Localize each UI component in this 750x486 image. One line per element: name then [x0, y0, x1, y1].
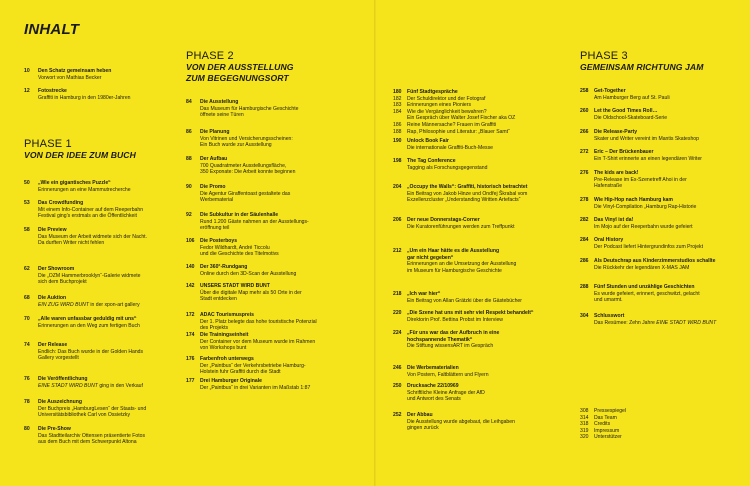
phase-3-heading [580, 50, 703, 73]
page-number: 318 [580, 421, 589, 428]
entry-title: Der Abbau [407, 412, 433, 418]
entry-title-cont: hochspannende Thematik“ [407, 336, 473, 343]
entry-title: Die Release-Party [594, 129, 638, 135]
entry-description: Der 1. Platz belegte das hohe touristische Potenzial [200, 318, 317, 325]
page-number: 177 [186, 378, 195, 384]
phase-3-label: PHASE 3 [580, 50, 628, 62]
page-number: 266 [580, 129, 589, 135]
page-title: INHALT [24, 21, 80, 38]
entry-description: Ein T-Shirt erinnerte an einen legendären Writer [594, 155, 702, 162]
entry-title: „Die Szene hat uns mit sehr viel Respekt behandelt“ [407, 310, 534, 316]
entry-description: 350 Exponate: Die Arbeit konnte beginnen [200, 169, 296, 176]
entry-title: Die Auktion [38, 295, 67, 301]
line-title: Pressespiegel [594, 408, 626, 414]
page-number: 272 [580, 149, 589, 155]
entry-title: Farbenfroh unterwegs [200, 356, 254, 362]
page-number: 252 [393, 412, 402, 418]
line-title: Wie die Vergänglichkeit bewahren? [407, 108, 487, 115]
page-number: 260 [580, 108, 589, 114]
entry-title: Der Release [38, 342, 68, 348]
entry-description: Ein Buch wurde zur Ausstellung [200, 142, 272, 149]
entry-description: Über die digitale Map mehr als 50 Orte in der [200, 289, 302, 296]
page-number: 182 [393, 95, 402, 102]
entry-title: Die Promo [200, 184, 226, 190]
phase-1-heading [24, 138, 136, 161]
page-number: 84 [186, 99, 192, 105]
entry-description: Die „OZM Hammerbrooklyn“-Galerie widmete [38, 272, 141, 279]
page-number: 288 [580, 284, 589, 290]
entry-description: Skater und Writer vereint im Mantis Skateshop [594, 135, 699, 142]
page-number: 58 [24, 227, 30, 233]
entry-title: ADAC Tourismuspreis [200, 312, 254, 318]
entry-title: Get-Together [594, 88, 626, 94]
entry-title: „Occupy the Walls“: Graffiti, historisch betrachtet [407, 184, 528, 190]
entry-description: gingen zurück [407, 425, 439, 432]
page-number: 320 [580, 434, 589, 441]
entry-description: Werbematerial [200, 197, 234, 204]
line-title: Unterstützer [594, 434, 622, 441]
entry-description: aus dem Buch mit dem Schwerpunkt Altona [38, 439, 137, 446]
line-title: Impressum [594, 427, 620, 434]
entry-title: Das Vinyl ist da! [594, 217, 634, 223]
entry-title: Drei Hamburger Originale [200, 378, 262, 384]
entry-description: Am Hamburger Berg auf St. Pauli [594, 94, 670, 101]
entry-description: Da durften Writer nicht fehlen [38, 240, 105, 247]
entry-description: Exzellenzcluster „Understanding Written Artefacts“ [407, 197, 521, 204]
entry-title: Unlock Book Fair [407, 138, 449, 144]
line-title: Das Team [594, 414, 617, 421]
entry-title: Der neue Donnerstags-Corner [407, 217, 480, 223]
entry-description: Das Museum der Arbeit widmete sich der Nacht. [38, 233, 147, 240]
entry-title: Wie Hip-Hop nach Hamburg kam [594, 197, 673, 203]
entry-description: des Projekts [200, 325, 229, 332]
page-number: 258 [580, 88, 589, 94]
page-number: 106 [186, 238, 195, 244]
entry-description: eröffnung teil [200, 225, 230, 232]
entry-description: Vorwort von Mathias Becker [38, 74, 102, 81]
entry-title: Die Posterboys [200, 238, 238, 244]
line-title: Rap, Philosophie und Literatur: „Blauer Samt“ [407, 128, 510, 135]
entry-description: im Museum für Hamburgische Geschichte [407, 267, 502, 274]
page-number: 188 [393, 128, 402, 135]
page-number: 198 [393, 158, 402, 164]
entry-description: Erinnerungen an eine Mammutrecherche [38, 186, 131, 193]
page-number: 142 [186, 283, 195, 289]
entry-title: UNSERE STADT WIRD BUNT [200, 283, 270, 289]
page-number: 80 [24, 426, 30, 432]
page-number: 78 [24, 399, 30, 405]
page-number: 180 [393, 89, 402, 95]
page-number: 314 [580, 414, 589, 421]
line-title: Credits [594, 421, 611, 428]
page-number: 68 [24, 295, 30, 301]
entry-description: Der Container vor dem Museum wurde im Rahmen [200, 338, 316, 345]
entry-description: Endlich: Das Buch wurde in der Golden Hands [38, 348, 144, 355]
entry-description: Die Vinyl-Compilation „Hamburg Rap-Historie [594, 203, 697, 210]
entry-description: EINE STADT WIRD BUNT ging in den Verkauf [38, 382, 143, 389]
line-title: Ein Gespräch über Walter Josef Fischer aka OZ [407, 115, 516, 122]
page-number: 174 [186, 332, 195, 338]
page-number: 212 [393, 248, 402, 254]
page-number: 92 [186, 212, 192, 218]
entry-description: Fedor Wildhardt, André Ticcolu [200, 244, 270, 251]
entry-description: Die internationale Graffiti-Buch-Messe [407, 144, 493, 151]
entry-description: Graffiti in Hamburg in den 1980er-Jahren [38, 94, 131, 101]
entry-description: von Workshops bunt [200, 345, 247, 352]
entry-description: Ein Beitrag von Allan Grätzki über die Gästebücher [407, 297, 522, 304]
entry-description: sich dem Buchprojekt [38, 279, 87, 286]
entry-description: Festival ging’s erstmals an die Öffentlichkeit [38, 213, 137, 220]
entry-title: Das Crowdfunding [38, 200, 84, 206]
page-number: 86 [186, 129, 192, 135]
phase-2-heading [186, 50, 294, 84]
entry-description: und die Geschichte des Titelmotivs [200, 251, 279, 258]
entry-title: Die Trainingseinheit [200, 332, 249, 338]
entry-description: Online durch den 3D-Scan der Ausstellung [200, 270, 297, 277]
entry-description: Erinnerungen an den Weg zum fertigen Buch [38, 322, 140, 329]
entry-description: Rund 1.200 Gäste nahmen an der Ausstellungs- [200, 218, 309, 225]
entry-title: Der Showroom [38, 266, 75, 272]
entry-description: Ein Beitrag von Jakob Hinze und Ondřej Škrabal vom [407, 190, 528, 197]
page-number: 172 [186, 312, 195, 318]
page-number: 53 [24, 200, 30, 206]
page-number: 190 [393, 138, 402, 144]
entry-description: EIN ZUG WIRD BUNT in der xpon-art gallery [38, 301, 140, 308]
phase-3-subtitle: GEMEINSAM RICHTUNG JAM [580, 62, 704, 72]
entry-title: Drucksache 22/10969 [407, 383, 459, 389]
entry-description: Das Resümee: Zehn Jahre EINE STADT WIRD BUNT [594, 319, 717, 326]
page-number: 286 [580, 258, 589, 264]
entry-title: Fünf Stunden und unzählige Geschichten [594, 284, 695, 290]
page-number: 183 [393, 102, 402, 109]
page-number: 319 [580, 427, 589, 434]
page-number: 250 [393, 383, 402, 389]
entry-description: Die Ausstellung wurde abgebaut, die Leihgaben [407, 418, 515, 425]
entry-description: Stadt entdecken [200, 296, 237, 303]
entry-description: und Antwort des Senats [407, 396, 461, 403]
page-gutter [374, 0, 376, 486]
entry-description: Universitätsbibliothek Carl von Ossietzky [38, 412, 131, 419]
book-title-italic: EINE STADT WIRD BUNT [38, 382, 98, 389]
entry-title: Die Planung [200, 129, 230, 135]
entry-title: Als Deutschrap aus Kinderzimmerstudios schallte [594, 258, 716, 264]
entry-description: öffnete seine Türen [200, 112, 244, 119]
entry-description: Holstein fuhr Graffiti durch die Stadt [200, 369, 281, 376]
page-number: 308 [580, 408, 589, 414]
entry-description: Erinnerungen an die Umsetzung der Ausstellung [407, 261, 517, 268]
book-title-italic: EIN ZUG WIRD BUNT [38, 301, 89, 308]
entry-description: Mit einem Info-Container auf dem Reeperbahn [38, 206, 144, 213]
entry-description: Die Agentur Giraffentoast gestaltete das [200, 190, 291, 197]
entry-description: Von Postern, Faltblättern und Flyern [407, 371, 489, 378]
page-number: 246 [393, 365, 402, 371]
entry-title: „Alle waren unfassbar geduldig mit uns“ [38, 316, 137, 322]
entry-title: Der Aufbau [200, 156, 228, 162]
page-number: 184 [393, 108, 402, 115]
entry-title: „Für uns war das der Aufbruch in eine [407, 330, 500, 336]
entry-title: Fotostrecke [38, 88, 67, 94]
entry-description: Von Vitrinen und Versicherungsscheinen: [200, 135, 293, 142]
entry-title: Den Schatz gemeinsam heben [38, 68, 112, 74]
page-number: 12 [24, 88, 30, 94]
page-number: 90 [186, 184, 192, 190]
entry-description: Die Stiftung wissensART im Gespräch [407, 343, 494, 350]
page-number: 204 [393, 184, 402, 190]
entry-description: Der „Paintbus“ der Verkehrsbetriebe Hamburg- [200, 362, 306, 369]
page-number: 304 [580, 313, 589, 319]
entry-description: Die Oldschool-Skateboard-Serie [594, 114, 668, 121]
entry-description: Schriftliche Kleine Anfrage der AfD [407, 389, 485, 396]
page-number: 278 [580, 197, 589, 203]
entry-title: Die Preview [38, 227, 67, 233]
entry-description: Das Stadtteilarchiv Ottensen präsentierte Fotos [38, 432, 146, 439]
entry-title: Schlusswort [594, 313, 625, 319]
phase-2-label: PHASE 2 [186, 50, 234, 62]
entry-title: Let the Good Times Roll… [594, 108, 658, 114]
entry-title: Die Ausstellung [200, 99, 239, 105]
entry-title: Oral History [594, 237, 624, 243]
page-number: 220 [393, 310, 402, 316]
entry-title: Der 360°-Rundgang [200, 264, 248, 270]
entry-title: Die Auszeichnung [38, 399, 82, 405]
entry-title: „Wie ein gigantisches Puzzle“ [38, 180, 111, 186]
page-number: 206 [393, 217, 402, 223]
page-number: 282 [580, 217, 589, 223]
entry-title-cont: gar nicht gegeben“ [407, 254, 454, 261]
page-number: 10 [24, 68, 30, 74]
book-title-italic: EINE STADT WIRD BUNT [656, 319, 717, 326]
entry-description: Im Mojo auf der Reeperbahn wurde gefeiert [594, 223, 693, 230]
phase-2-subtitle-2: ZUM BEGEGNUNGSORT [186, 73, 289, 83]
entry-description: Die Kuratorenführungen werden zum Treffpunkt [407, 223, 515, 230]
entry-description: Hafenstraße [594, 183, 623, 190]
page-number: 284 [580, 237, 589, 243]
entry-description: Das Museum für Hamburgische Geschichte [200, 105, 299, 112]
page-number: 218 [393, 291, 402, 297]
page-number: 70 [24, 316, 30, 322]
entry-description: Direktorin Prof. Bettina Probst im Interview [407, 316, 503, 323]
entry-title: „Ich war hier“ [407, 291, 441, 297]
line-title: Der Schuldirektor und der Fotograf [407, 95, 486, 102]
entry-description: Pre-Release im Ex-Szenetreff Ahoi in der [594, 176, 687, 183]
page-number: 62 [24, 266, 30, 272]
entry-description: 700 Quadratmeter Ausstellungsfläche, [200, 162, 287, 169]
entry-title: „Um ein Haar hätte es die Ausstellung [407, 248, 500, 254]
phase-1-label: PHASE 1 [24, 138, 72, 150]
page-number: 224 [393, 330, 402, 336]
entry-title: Die Subkultur in der Säulenhalle [200, 212, 279, 218]
entry-description: und umarmt. [594, 297, 623, 304]
entry-description: Der „Paintbus“ in drei Varianten im Maßstab 1:87 [200, 384, 311, 391]
entry-description: Es wurde gefeiert, erinnert, geschwitzt, gelacht [594, 290, 700, 297]
phase-1-subtitle: VON DER IDEE ZUM BUCH [24, 150, 136, 160]
entry-title: The kids are back! [594, 170, 639, 176]
entry-description: Die Rückkehr der legendären X-MAS JAM [594, 264, 690, 271]
entry-title: Die Veröffentlichung [38, 376, 88, 382]
entry-title: Eric – Der Brückenbauer [594, 149, 654, 155]
entry-title: Die Pre-Show [38, 426, 71, 432]
page-number: 276 [580, 170, 589, 176]
page-number: 50 [24, 180, 30, 186]
line-title: Erinnerungen eines Pioniers [407, 102, 471, 109]
line-title: Fünf Stadtgespräche [407, 89, 458, 95]
entry-description: Der Buchpreis „HamburgLesen“ der Staats- und [38, 405, 147, 412]
entry-description: Gallery vorgestellt [38, 355, 79, 362]
page-number: 74 [24, 342, 30, 348]
entry-title: The Tag Conference [407, 158, 456, 164]
page-number: 88 [186, 156, 192, 162]
page-number: 140 [186, 264, 195, 270]
line-title: Reine Männersache? Frauen im Graffiti [407, 122, 497, 128]
entry-description: Tagging als Forschungsgegenstand [407, 164, 488, 171]
phase-2-subtitle-1: VON DER AUSSTELLUNG [186, 62, 294, 72]
page-number: 76 [24, 376, 30, 382]
page-number: 176 [186, 356, 195, 362]
page-number: 186 [393, 122, 402, 128]
entry-title: Die Werbematerialien [407, 365, 459, 371]
entry-description: Der Podcast liefert Hintergrundinfos zum Projekt [594, 243, 703, 250]
